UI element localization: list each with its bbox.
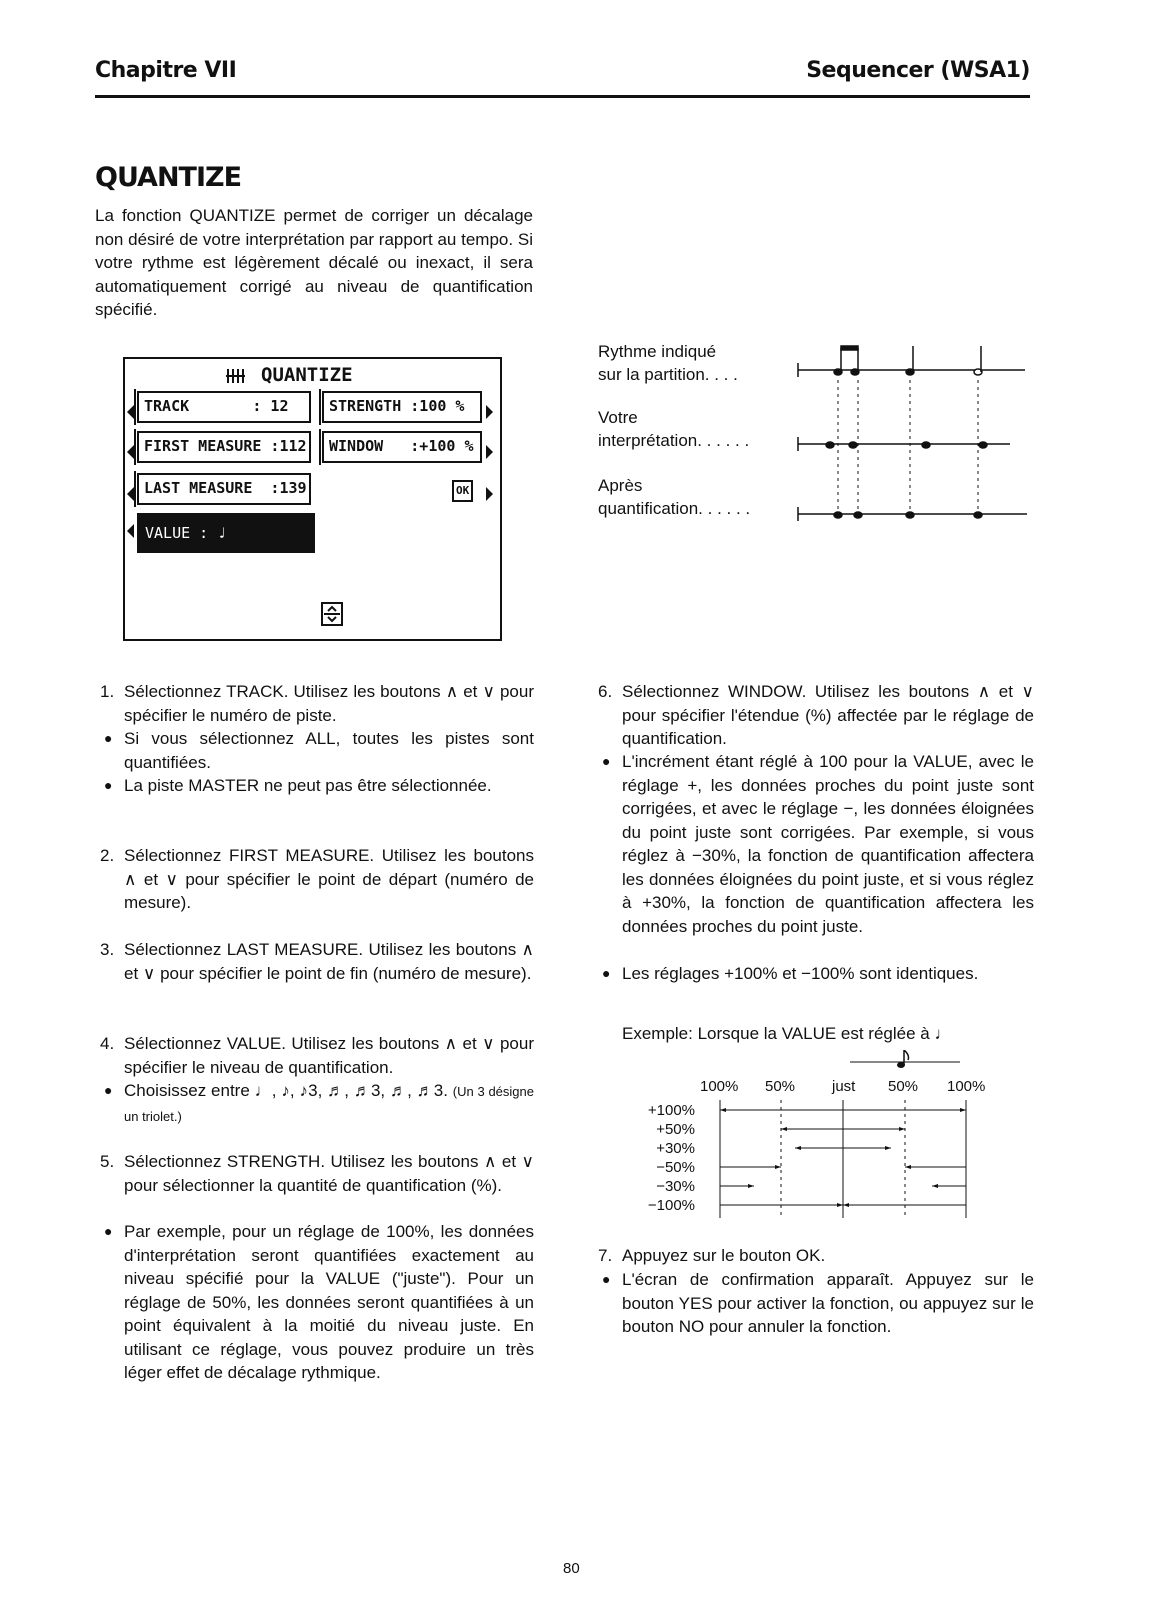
step-7: Appuyez sur le bouton OK. bbox=[622, 1246, 826, 1265]
rhythm-label-3a: Après bbox=[598, 476, 643, 495]
first-measure-left-arrow-icon[interactable] bbox=[127, 445, 134, 459]
row-label-2: +50% bbox=[656, 1121, 695, 1138]
rhythm-label-1b: sur la partition. . . . bbox=[598, 365, 738, 384]
rhythm-label-2b: interprétation. . . . . . bbox=[598, 431, 750, 450]
first-measure-field[interactable]: FIRST MEASURE :112 bbox=[137, 431, 311, 463]
strength-field[interactable]: STRENGTH :100 % bbox=[322, 391, 482, 423]
lcd-screen bbox=[123, 357, 502, 641]
row-label-3: +30% bbox=[656, 1140, 695, 1157]
page-title: QUANTIZE bbox=[95, 162, 242, 193]
rhythm-label-1a: Rythme indiqué bbox=[598, 342, 717, 361]
step-2: Sélectionnez FIRST MEASURE. Utilisez les boutons ∧ et ∨ pour spécifier le point de départ (numéro de mesure). bbox=[124, 846, 534, 912]
scroll-updown-icon[interactable] bbox=[321, 602, 343, 626]
ok-right-arrow-icon[interactable] bbox=[486, 487, 493, 501]
step-1-bullet-1: Si vous sélectionnez ALL, toutes les pistes sont quantifiées. bbox=[124, 729, 534, 772]
last-measure-field[interactable]: LAST MEASURE :139 bbox=[137, 473, 311, 505]
track-left-arrow-icon[interactable] bbox=[127, 405, 134, 419]
chapter-label: Chapitre VII bbox=[95, 58, 237, 83]
header-rule bbox=[95, 95, 1030, 98]
step-6: Sélectionnez WINDOW. Utilisez les boutons ∧ et ∨ pour spécifier l'étendue (%) affectée par le réglage de quantification. bbox=[622, 682, 1034, 748]
row-label-4: −50% bbox=[656, 1159, 695, 1176]
page-number: 80 bbox=[563, 1560, 580, 1577]
window-right-arrow-icon[interactable] bbox=[486, 445, 493, 459]
step-4: Sélectionnez VALUE. Utilisez les boutons ∧ et ∨ pour spécifier le niveau de quantification. bbox=[124, 1034, 534, 1077]
window-diagram bbox=[620, 1050, 1000, 1220]
step-5: Sélectionnez STRENGTH. Utilisez les boutons ∧ et ∨ pour sélectionner la quantité de quantification (%). bbox=[124, 1152, 534, 1195]
top-label-1: 100% bbox=[700, 1078, 739, 1095]
last-measure-left-arrow-icon[interactable] bbox=[127, 487, 134, 501]
step-5-bullet-1: Par exemple, pour un réglage de 100%, les données d'interprétation seront quantifiées exactement au niveau spécifié pour la VALUE ("juste"). Pour un réglage de 50%, les données seront quantifiées à un point équivalent à la moitié du niveau juste. En utilisant ce réglage, vous pouvez produire un très léger effet de décalage rythmique. bbox=[124, 1222, 534, 1382]
value-left-arrow-icon[interactable] bbox=[127, 524, 134, 538]
step-4-note: (Un 3 désigne un triolet.) bbox=[124, 1084, 534, 1124]
lcd-title: QUANTIZE bbox=[261, 364, 353, 386]
row-label-1: +100% bbox=[647, 1102, 695, 1119]
top-label-2: 50% bbox=[765, 1078, 796, 1095]
step-7-bullet-1: L'écran de confirmation apparaît. Appuyez sur le bouton YES pour activer la fonction, ou appuyez sur le bouton NO pour annuler la fonction. bbox=[622, 1270, 1034, 1336]
window-field[interactable]: WINDOW :+100 % bbox=[322, 431, 482, 463]
step-6-bullet-1: L'incrément étant réglé à 100 pour la VALUE, avec le réglage +, les données proches du point juste sont corrigées, et avec le réglage −, les données éloignées du point juste sont corrigées. Par exemple, si vous réglez à −30%, la fonction de quantification affectera les données éloignées du point juste, et si vous réglez à +30%, la fonction de quantification affectera les données proches du point juste. bbox=[622, 752, 1034, 936]
quantize-icon bbox=[225, 367, 247, 385]
rhythm-diagram bbox=[795, 340, 1030, 530]
step-6-bullet-2: Les réglages +100% et −100% sont identiques. bbox=[622, 964, 979, 983]
top-label-3: just bbox=[832, 1078, 856, 1095]
step-3: Sélectionnez LAST MEASURE. Utilisez les boutons ∧ et ∨ pour spécifier le point de fin (numéro de mesure). bbox=[124, 940, 534, 983]
top-label-4: 50% bbox=[888, 1078, 919, 1095]
top-label-5: 100% bbox=[947, 1078, 986, 1095]
window-ranges bbox=[620, 1050, 1000, 1220]
step-1: Sélectionnez TRACK. Utilisez les boutons ∧ et ∨ pour spécifier le numéro de piste. bbox=[124, 682, 534, 725]
step-1-bullet-2: La piste MASTER ne peut pas être sélectionnée. bbox=[124, 776, 492, 795]
section-header: Sequencer (WSA1) bbox=[806, 58, 1030, 83]
intro-paragraph: La fonction QUANTIZE permet de corriger un décalage non désiré de votre interprétation par rapport au tempo. Si votre rythme est légèrement décalé ou inexact, il sera automatiquement corrigé au niveau de quantification spécifié. bbox=[95, 206, 533, 319]
row-label-5: −30% bbox=[656, 1178, 695, 1195]
step-4-bullet-1: Choisissez entre ♩, ♪, ♪3, ♬, ♬3, ♬, ♬3. bbox=[124, 1081, 448, 1100]
rhythm-label-2a: Votre bbox=[598, 408, 638, 427]
example-caption: Exemple: Lorsque la VALUE est réglée à ♩ bbox=[622, 1024, 952, 1043]
rhythm-label-3b: quantification. . . . . . bbox=[598, 499, 751, 518]
value-field[interactable]: VALUE : ♩ bbox=[137, 513, 315, 553]
track-field[interactable]: TRACK : 12 bbox=[137, 391, 311, 423]
strength-right-arrow-icon[interactable] bbox=[486, 405, 493, 419]
ok-button[interactable]: OK bbox=[452, 480, 473, 502]
row-label-6: −100% bbox=[647, 1197, 695, 1214]
